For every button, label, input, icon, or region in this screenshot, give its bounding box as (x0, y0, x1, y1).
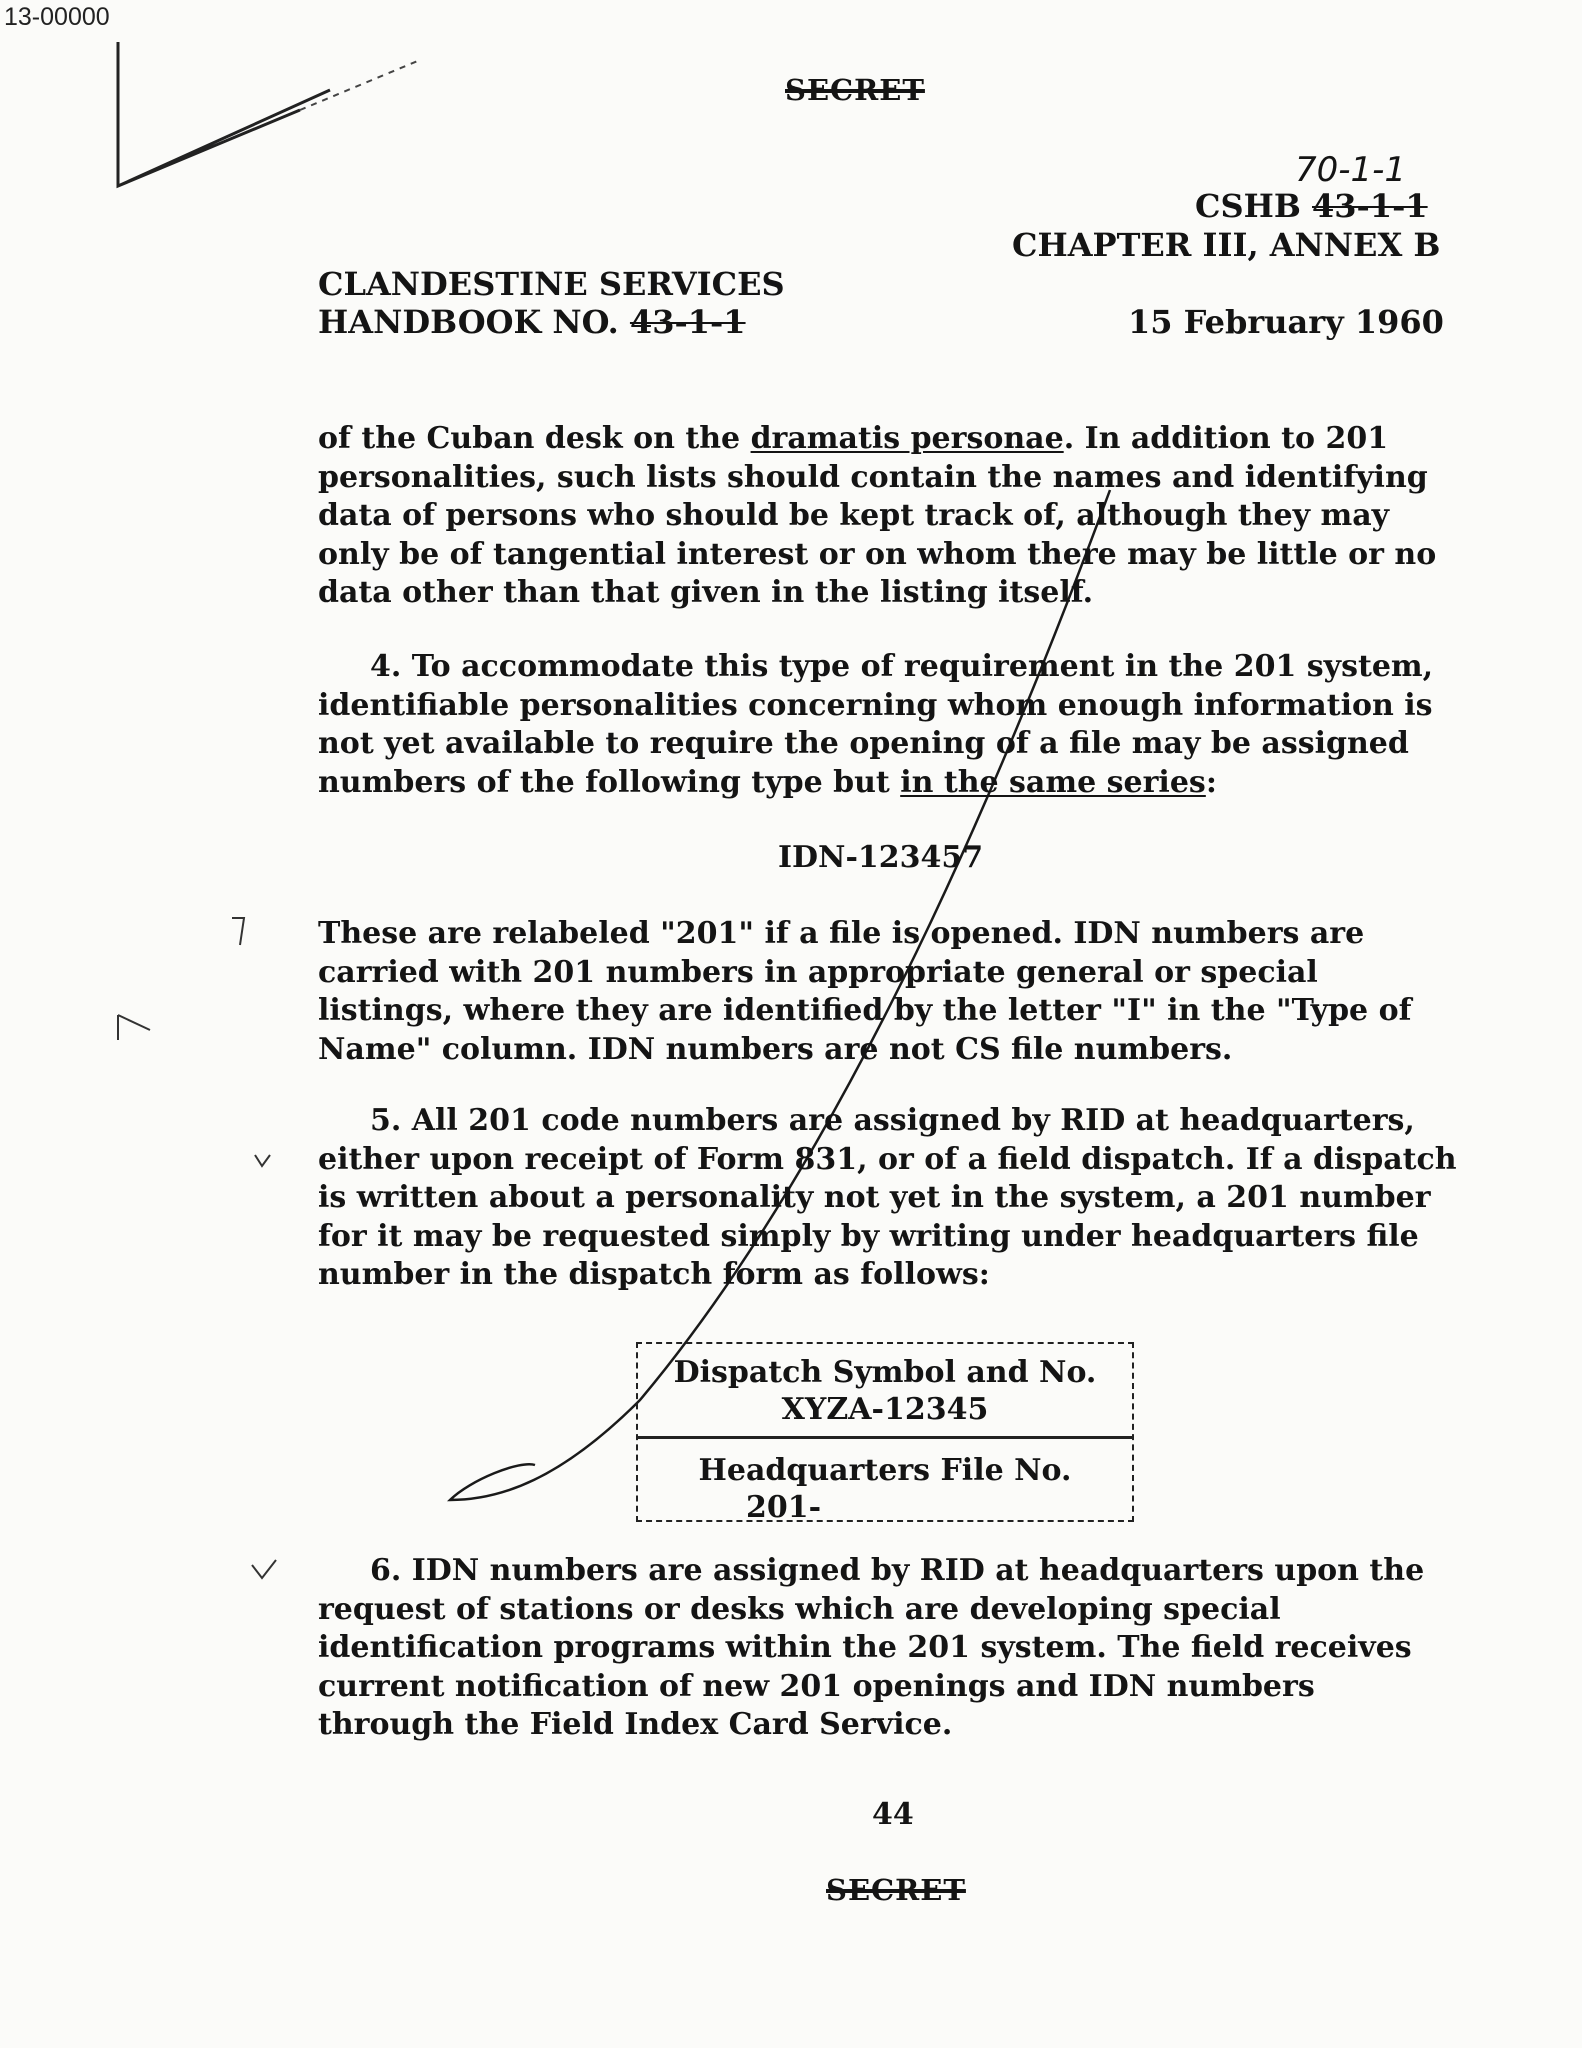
hq-file-value: 201- (746, 1490, 822, 1525)
para4-text-end: : (1205, 764, 1217, 800)
dispatch-symbol-label: Dispatch Symbol and No. (673, 1355, 1097, 1390)
intro-underlined-phrase: dramatis personae (750, 421, 1064, 456)
dispatch-symbol-value: XYZA-12345 (781, 1392, 989, 1427)
cshb-struck-number: 43-1-1 (1312, 187, 1428, 225)
cshb-prefix: CSHB (1195, 187, 1301, 225)
cshb-number (1195, 187, 1428, 225)
handbook-struck-number: 43-1-1 (629, 303, 746, 341)
form-divider (638, 1436, 1132, 1439)
classification-top: SECRET (785, 73, 925, 107)
chapter-heading: CHAPTER III, ANNEX B (1012, 226, 1441, 264)
paragraph-relabel: These are relabeled "201" if a file is opened. IDN numbers are carried with 201 numbers in appropriate general or special listings, where they are identified by the letter "I" in the "Type of Name" column. IDN numbers are not CS file numbers. (318, 916, 1412, 1067)
document-id: 13-00000 (4, 3, 110, 31)
intro-text-start: of the Cuban desk on the (318, 421, 751, 456)
idn-example: IDN-123457 (778, 840, 984, 875)
classification-bottom: SECRET (826, 1873, 966, 1907)
handwritten-reference: 70-1-1 (1295, 150, 1407, 190)
hq-file-label: Headquarters File No. (698, 1453, 1072, 1488)
handbook-title: CLANDESTINE SERVICES (318, 265, 785, 303)
paragraph-intro (318, 420, 1458, 613)
paragraph-5: 5. All 201 code numbers are assigned by RID at headquarters, either upon receipt of Form 831, or of a field dispatch. If a dispatch is written about a personality not yet in the system, a 201 number for it may be requested simply by writing under headquarters file number in the dispatch form as follows: (318, 1103, 1457, 1292)
intro-text-end: . In addition to 201 personalities, such lists should contain the names and identifying data of persons who should be kept track of, although they may only be of tangential interest or on whom there may be little or no data other than that given in the listing itself. (318, 421, 1437, 610)
paragraph-6: 6. IDN numbers are assigned by RID at headquarters upon the request of stations or desks which are developing special identification programs within the 201 system. The field receives current notification of new 201 openings and IDN numbers through the Field Index Card Service. (318, 1553, 1425, 1742)
para4-underlined-phrase: in the same series (900, 764, 1206, 800)
document-date: 15 February 1960 (1128, 303, 1444, 341)
para4-text-start: 4. To accommodate this type of requirement in the 201 system, identifiable personalities concerning whom enough information is not yet available to require the opening of a file may be assigned numbers of the following type but (318, 649, 1434, 800)
page-number: 44 (872, 1797, 914, 1832)
dispatch-form-box (636, 1342, 1134, 1525)
handbook-prefix: HANDBOOK NO. (318, 303, 619, 341)
paragraph-4 (318, 648, 1458, 802)
handbook-number (318, 303, 746, 341)
